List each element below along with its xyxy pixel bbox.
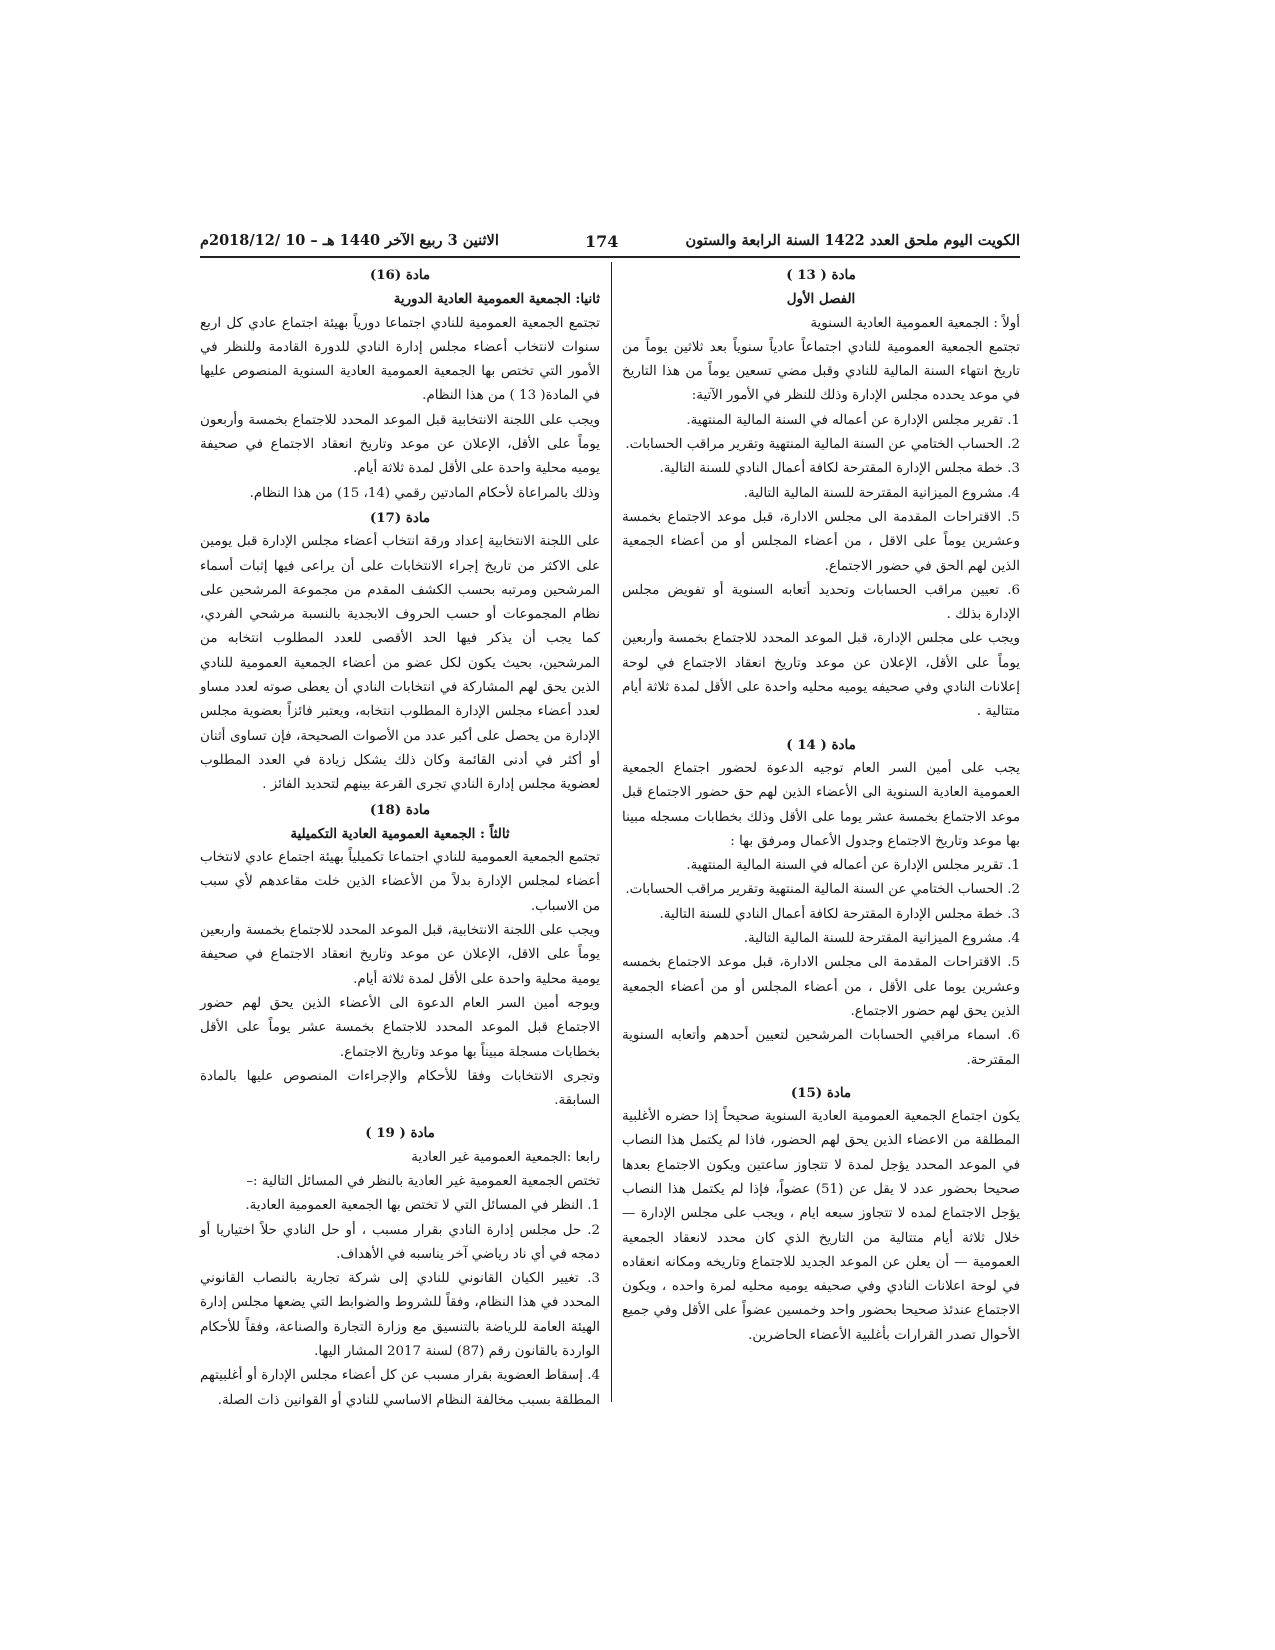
- page-number: 174: [585, 232, 619, 251]
- paragraph: ويجب على اللجنة الانتخابية قبل الموعد المحدد للاجتماع بخمسة وأربعون يوماً على الأقل، الإعلان عن موعد وتاريخ انعقاد الاجتماع في صحيفة يوميه محلية واحدة على الأقل لمدة ثلاثة أيام.: [200, 412, 600, 477]
- paragraph: على اللجنة الانتخابية إعداد ورقة انتخاب أعضاء مجلس الإدارة قبل يومين على الاكثر من تاريخ إجراء الانتخابات على أن يراعى فيها إثبات أسماء المرشحين ومرتبه بحسب الكشف المقدم من مجموعة المرشحين على نظام المجموعات أو حسب الحروف الابجدية بالنسبة مرشحي الفردي، كما يجب أن يذكر فيها الحد الأقصى للعدد المطلوب انتخابه من المرشحين، بحيث يكون لكل عضو من أعضاء الجمعية العمومية للنادي الذين يحق لهم المشاركة في انتخابات النادي أن يعطى صوته لعدد مساو لعدد أعضاء مجلس الإدارة المطلوب انتخابه، ويعتبر فائزاً بعضوية مجلس الإدارة من يحصل على أكبر عدد من الأصوات الصحيحة، فإن تساوى أثنان أو أكثر في أدنى القائمة وكان ذلك يشكل زيادة في العدد المطلوب لعضوية مجلس إدارة النادي تجرى القرعة بينهم لتحديد الفائز .: [200, 534, 600, 793]
- article-heading: مادة ( 19 ): [365, 1125, 435, 1142]
- issue-date: الاثنين 3 ربيع الآخر 1440 هـ – 10 /2018/12م: [200, 232, 499, 249]
- paragraph: 4. إسقاط العضوية بقرار مسبب عن كل أعضاء مجلس الإدارة أو أغلبيتهم المطلقة بسبب مخالفة النظام الاساسي للنادي أو القوانين ذات الصلة.: [200, 1368, 600, 1408]
- gazette-title: الكويت اليوم ملحق العدد 1422 السنة الرابعة والستون: [685, 232, 1020, 249]
- paragraph: 3. خطة مجلس الإدارة المقترحة لكافة أعمال النادي للسنة التالية.: [659, 906, 1020, 922]
- paragraph: 1. تقرير مجلس الإدارة عن أعماله في السنة المالية المنتهية.: [686, 858, 1020, 874]
- header-rule: [200, 256, 1020, 258]
- spacer: [200, 1113, 600, 1121]
- paragraph: 6. اسماء مراقبي الحسابات المرشحين لتعيين أحدهم وأتعابه السنوية المقترحة.: [622, 1028, 1020, 1068]
- article-heading: الفصل الأول: [786, 291, 856, 308]
- article-heading: مادة ( 14 ): [786, 736, 856, 753]
- paragraph: تختص الجمعية العمومية غير العادية بالنظر في المسائل التالية :–: [246, 1173, 600, 1189]
- paragraph: 4. مشروع الميزانية المقترحة للسنة المالية التالية.: [743, 931, 1020, 947]
- paragraph: ثانيا: الجمعية العمومية العادية الدورية: [393, 291, 600, 308]
- paragraph: وتجرى الانتخابات وفقا للأحكام والإجراءات المنصوص عليها بالمادة السابقة.: [200, 1068, 600, 1109]
- paragraph: 3. تغيير الكيان القانوني للنادي إلى شركة تجارية بالنصاب القانوني المحدد في هذا النظام، وفقاً للشروط والضوابط التي يضعها مجلس إدارة الهيئة العامة للرياضة بالتنسيق مع وزارة التجارة والصناعة، وفقاً للأحكام الواردة بالقانون رقم (87) لسنة 2017 المشار اليها.: [200, 1271, 600, 1360]
- right-column: [622, 263, 1020, 1348]
- paragraph: 2. الحساب الختامي عن السنة المالية المنتهية وتقرير مراقب الحسابات.: [625, 437, 1020, 453]
- article-heading: مادة ( 13 ): [786, 267, 856, 283]
- paragraph: 5. الاقتراحات المقدمة الى مجلس الادارة، قبل موعد الاجتماع بخمسة وعشرين يوماً على الاقل ، من أعضاء المجلس أو من أعضاء الجمعية الذين لهم الحق في حضور الاجتماع.: [622, 509, 1020, 574]
- paragraph: تجتمع الجمعية العمومية للنادي اجتماعا دورياً بهيئة اجتماع عادي كل اربع سنوات لانتخاب أعضاء مجلس إدارة النادي للدورة القادمة وللنظر في الأمور التي تختص بها الجمعية العمومية العادية السنوية المنصوص عليها في المادة( 13 ) من هذا النظام.: [200, 315, 600, 404]
- paragraph: ويوجه أمين السر العام الدعوة الى الأعضاء الذين يحق لهم حضور الاجتماع قبل الموعد المحدد للاجتماع بخمسة عشر يوماً على الأقل بخطابات مسجلة مبيناً بها موعد وتاريخ الاجتماع.: [200, 995, 600, 1060]
- paragraph: 1. النظر في المسائل التي لا تختص بها الجمعية العمومية العادية.: [245, 1198, 600, 1214]
- paragraph: يجب على أمين السر العام توجيه الدعوة لحضور اجتماع الجمعية العمومية العادية السنوية الى الأعضاء الذين لهم حق حضور الاجتماع قبل موعد الاجتماع بخمسة عشر يوما على الأقل وذلك بخطابات مسجله مبينا بها موعد وتاريخ الاجتماع وجدول الأعمال ومرفق بها :: [622, 760, 1020, 849]
- paragraph: 6. تعيين مراقب الحسابات وتحديد أتعابه السنوية أو تفويض مجلس الإدارة بذلك .: [622, 582, 1020, 623]
- article-heading: مادة (15): [790, 1084, 852, 1101]
- column-divider: [611, 262, 612, 1402]
- page-header: [200, 232, 1020, 258]
- paragraph: تجتمع الجمعية العمومية للنادي اجتماعاً عادياً سنوياً بعد ثلاثين يوماً من تاريخ انتهاء السنة المالية للنادي وقبل مضي تسعين يوماً من هذا التاريخ في موعد يحدده مجلس الإدارة وذلك للنظر في الأمور الآتية:: [622, 339, 1020, 404]
- spacer: [622, 725, 1020, 733]
- paragraph: 1. تقرير مجلس الإدارة عن أعماله في السنة المالية المنتهية.: [686, 412, 1020, 428]
- paragraph: 3. خطة مجلس الإدارة المقترحة لكافة أعمال النادي للسنة التالية.: [659, 461, 1020, 477]
- paragraph: رابعا :الجمعية العمومية غير العادية: [411, 1149, 600, 1165]
- paragraph: وذلك بالمراعاة لأحكام المادتين رقمي (14، 15) من هذا النظام.: [249, 485, 600, 501]
- paragraph: يكون اجتماع الجمعية العمومية العادية السنوية صحيحاً إذا حضره الأغلبية المطلقة من الاعضاء الذين يحق لهم الحضور، فاذا لم يكتمل هذا النصاب في الموعد المحدد يؤجل لمدة لا تتجاوز ساعتين ويكون الاجتماع بعدها صحيحا بحضور عدد لا يقل عن (51) عضواً، فإذا لم يكتمل هذا النصاب يؤجل الاجتماع لمده لا تتجاوز سبعه ايام ، ويجب على مجلس الإدارة — خلال ثلاثة أيام متتالية من التاريخ الذي كان محدد لانعقاد الجمعية العمومية — أن يعلن عن الموعد الجديد للاجتماع وتاريخه ومكانه انعقاده في لوحة اعلانات النادي وفي صحيفه يوميه محليه لمرة واحده ، ويكون الاجتماع عندئذ صحيحا بحضور واحد وخمسين عضواً على الأقل وفي جميع الأحوال تصدر القرارات بأغلبية الأعضاء الحاضرين.: [622, 1109, 1020, 1343]
- paragraph: 4. مشروع الميزانية المقترحة للسنة المالية التالية.: [743, 485, 1020, 501]
- paragraph: تجتمع الجمعية العمومية للنادي اجتماعا تكميلياً بهيئة اجتماع عادي لانتخاب أعضاء لمجلس الإدارة بدلاً من الأعضاء الذين خلت مقاعدهم لأي سبب من الاسباب.: [200, 850, 600, 914]
- paragraph: ويجب على اللجنة الانتخابية، قبل الموعد المحدد للاجتماع بخمسة واربعين يوماً على الاقل، الإعلان عن موعد وتاريخ انعقاد الاجتماع في صحيفة يومية محلية واحدة على الأقل لمدة ثلاثة أيام.: [200, 923, 600, 987]
- spacer: [622, 1073, 1020, 1081]
- article-heading: مادة (18): [369, 801, 431, 818]
- paragraph: ويجب على مجلس الإدارة، قبل الموعد المحدد للاجتماع بخمسة وأربعين يوماً على الأقل، الإعلان عن موعد وتاريخ انعقاد الاجتماع في لوحة إعلانات النادي وفي صحيفه يوميه محليه واحدة على الأقل لمدة ثلاثة أيام متتالية .: [622, 631, 1020, 720]
- article-heading: مادة (17): [369, 509, 431, 526]
- article-heading: مادة (16): [369, 267, 431, 283]
- paragraph: 2. الحساب الختامي عن السنة المالية المنتهية وتقرير مراقب الحسابات.: [625, 882, 1020, 898]
- article-heading: ثالثاً : الجمعية العمومية العادية التكميلية: [290, 825, 510, 842]
- paragraph: 2. حل مجلس إدارة النادي بقرار مسبب ، أو حل النادي حلاً اختياريا أو دمجه في أي ناد رياضي آخر يناسبه في الأهداف.: [200, 1222, 600, 1262]
- paragraph: 5. الاقتراحات المقدمة الى مجلس الادارة، قبل موعد الاجتماع بخمسه وعشرين يوما على الأقل ، من أعضاء المجلس أو من أعضاء الجمعية الذين يحق لهم حضور الاجتماع.: [622, 955, 1020, 1019]
- paragraph: أولاً : الجمعية العمومية العادية السنوية: [810, 315, 1020, 331]
- left-column: [200, 263, 600, 1413]
